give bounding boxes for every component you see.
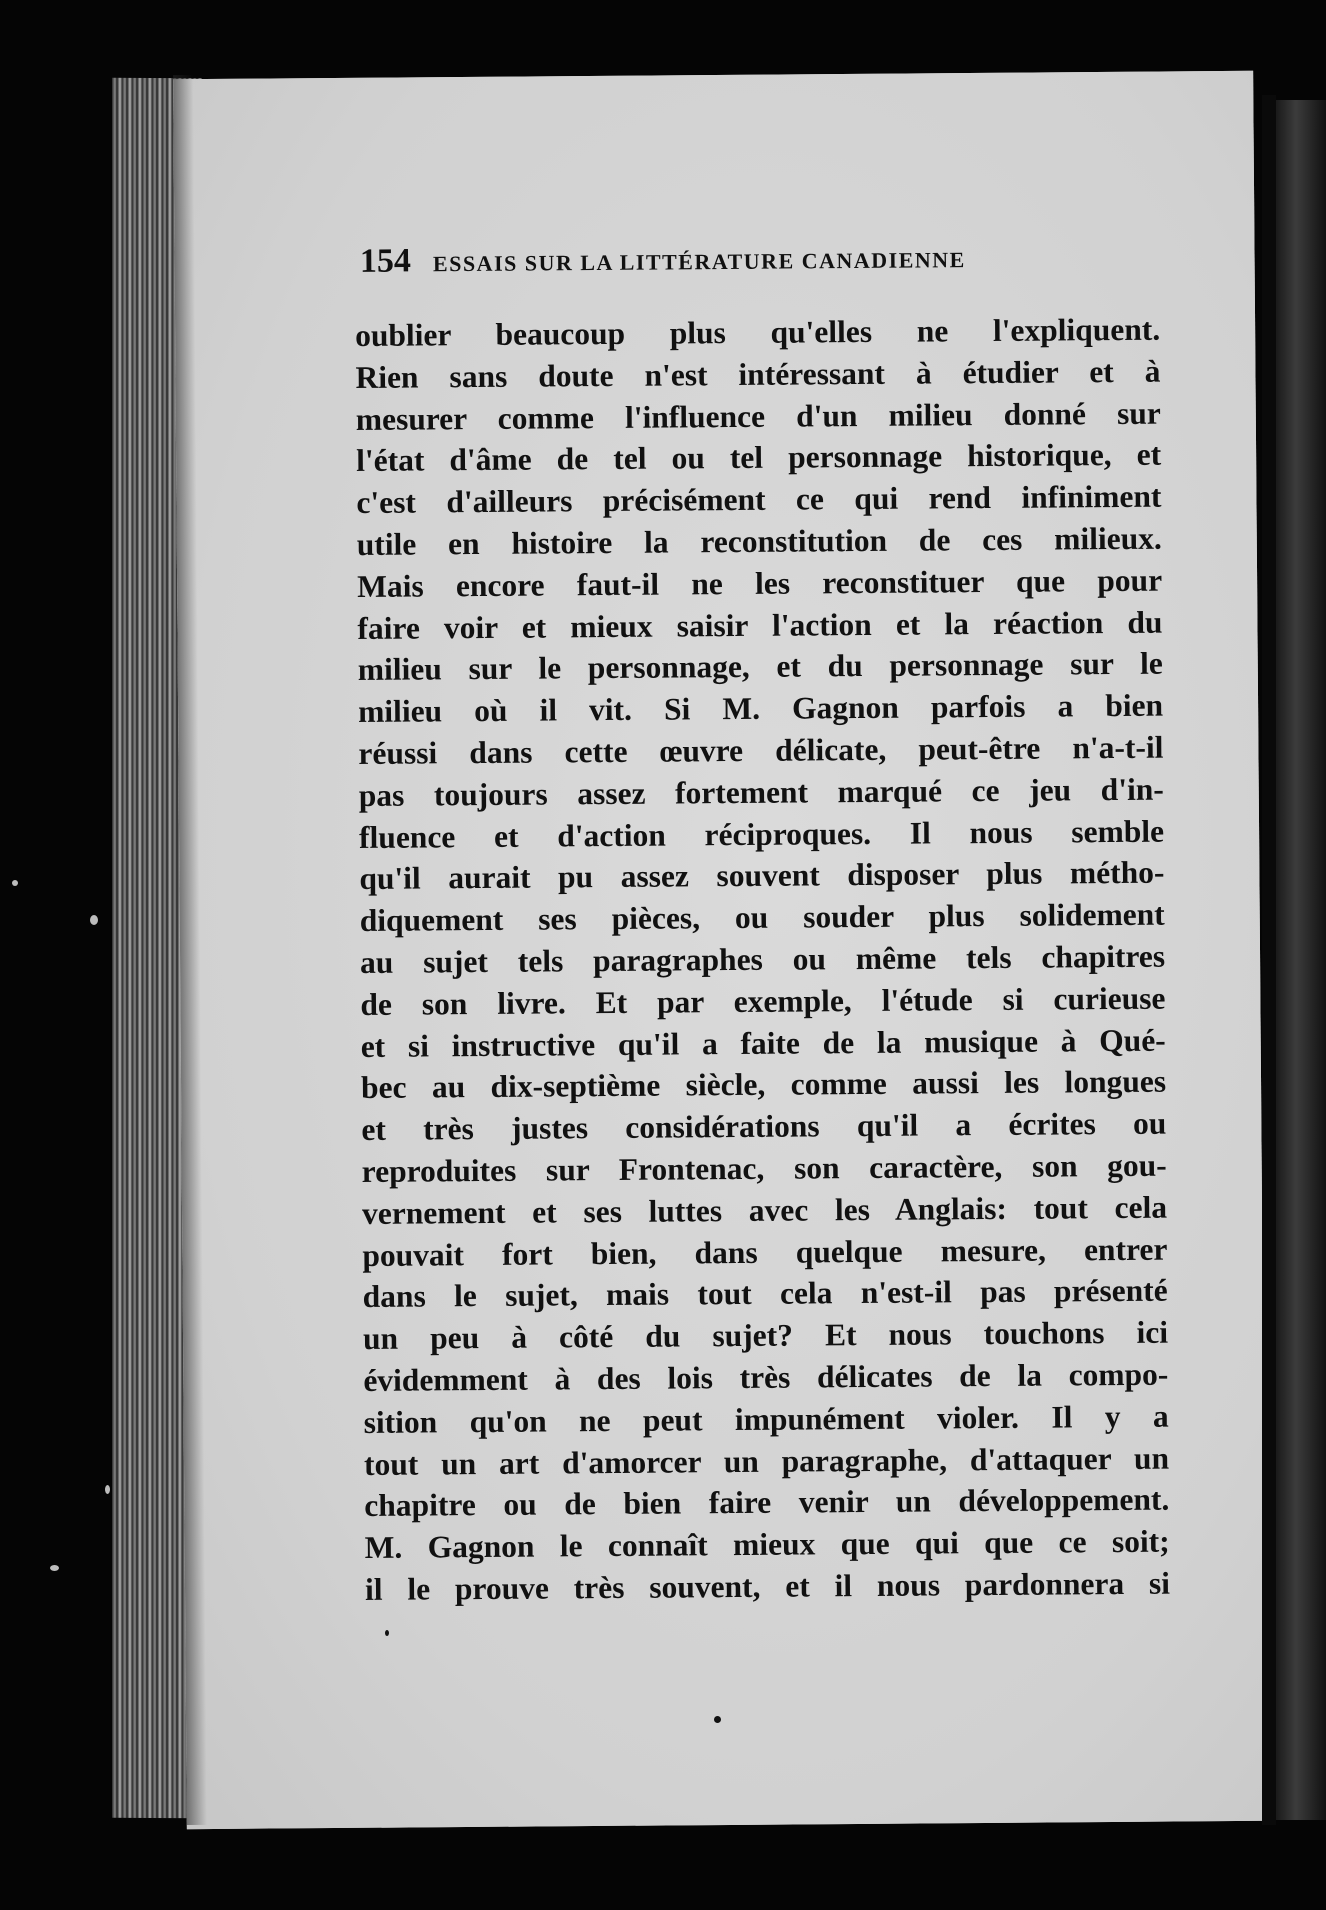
text-line: et très justes considérations qu'il a écrites ou: [361, 1105, 1167, 1148]
text-line: dans le sujet, mais tout cela n'est-il pas présenté: [362, 1272, 1168, 1315]
text-line: pouvait fort bien, dans quelque mesure, entrer: [362, 1231, 1168, 1273]
text-line: de son livre. Et par exemple, l'étude si curieuse: [360, 980, 1166, 1022]
text-line: oublier beaucoup plus qu'elles ne l'expliquent.: [355, 311, 1161, 353]
running-head: ESSAIS SUR LA LITTÉRATURE CANADIENNE: [432, 247, 966, 277]
scan-speck: [105, 1485, 110, 1494]
scan-speck: [12, 880, 18, 886]
text-line: au sujet tels paragraphes ou même tels chapitres: [359, 938, 1166, 980]
text-line: utile en histoire la reconstitution de ces milieux.: [356, 520, 1162, 562]
text-line: fluence et d'action réciproques. Il nous semble: [358, 813, 1165, 855]
text-line: pas toujours assez fortement marqué ce jeu d'in-: [358, 771, 1164, 813]
text-line: Mais encore faut-il ne les reconstituer que pour: [356, 562, 1163, 604]
scan-speck: [385, 1630, 389, 1636]
page-header: [360, 237, 1080, 293]
text-line: Rien sans doute n'est intéressant à étudier et à: [355, 353, 1161, 395]
text-line: faire voir et mieux saisir l'action et la réaction du: [357, 604, 1163, 646]
text-line: tout un art d'amorcer un paragraphe, d'attaquer un: [363, 1440, 1170, 1482]
text-line: mesurer comme l'influence d'un milieu donné sur: [355, 395, 1161, 437]
text-line: reproduites sur Frontenac, son caractère, son gou-: [361, 1147, 1167, 1189]
text-line: réussi dans cette œuvre délicate, peut-être n'a-t-il: [358, 729, 1164, 771]
text-line: l'état d'âme de tel ou tel personnage historique, et: [356, 437, 1162, 479]
text-line: un peu à côté du sujet? Et nous touchons ici: [362, 1314, 1169, 1357]
body-text: [355, 309, 1170, 1611]
scan-speck: [714, 1716, 721, 1723]
right-border: [1276, 100, 1326, 1820]
text-line: et si instructive qu'il a faite de la musique à Qué-: [360, 1022, 1166, 1064]
text-line: milieu sur le personnage, et du personnage sur le: [357, 646, 1163, 688]
text-line: vernement et ses luttes avec les Anglais: tout cela: [361, 1189, 1168, 1231]
text-line: évidemment à des lois très délicates de la compo-: [363, 1356, 1169, 1398]
text-line: qu'il aurait pu assez souvent disposer plus métho-: [359, 855, 1165, 897]
right-page-edge: [1262, 95, 1276, 1825]
text-line: diquement ses pièces, ou souder plus solidement: [359, 896, 1165, 939]
text-line: bec au dix-septième siècle, comme aussi les longues: [360, 1063, 1167, 1106]
page-number: 154: [359, 242, 412, 280]
text-line: sition qu'on ne peut impunément violer. Il y a: [363, 1398, 1169, 1440]
text-line: M. Gagnon le connaît mieux que qui que ce soit;: [364, 1523, 1170, 1566]
scan-speck: [50, 1565, 59, 1571]
text-line: c'est d'ailleurs précisément ce qui rend infiniment: [356, 478, 1162, 521]
text-line: milieu où il vit. Si M. Gagnon parfois a bien: [357, 687, 1164, 730]
scan-speck: [90, 915, 98, 925]
text-line: chapitre ou de bien faire venir un développement.: [364, 1481, 1170, 1524]
text-line: il le prouve très souvent, et il nous pardonnera si: [364, 1565, 1171, 1607]
